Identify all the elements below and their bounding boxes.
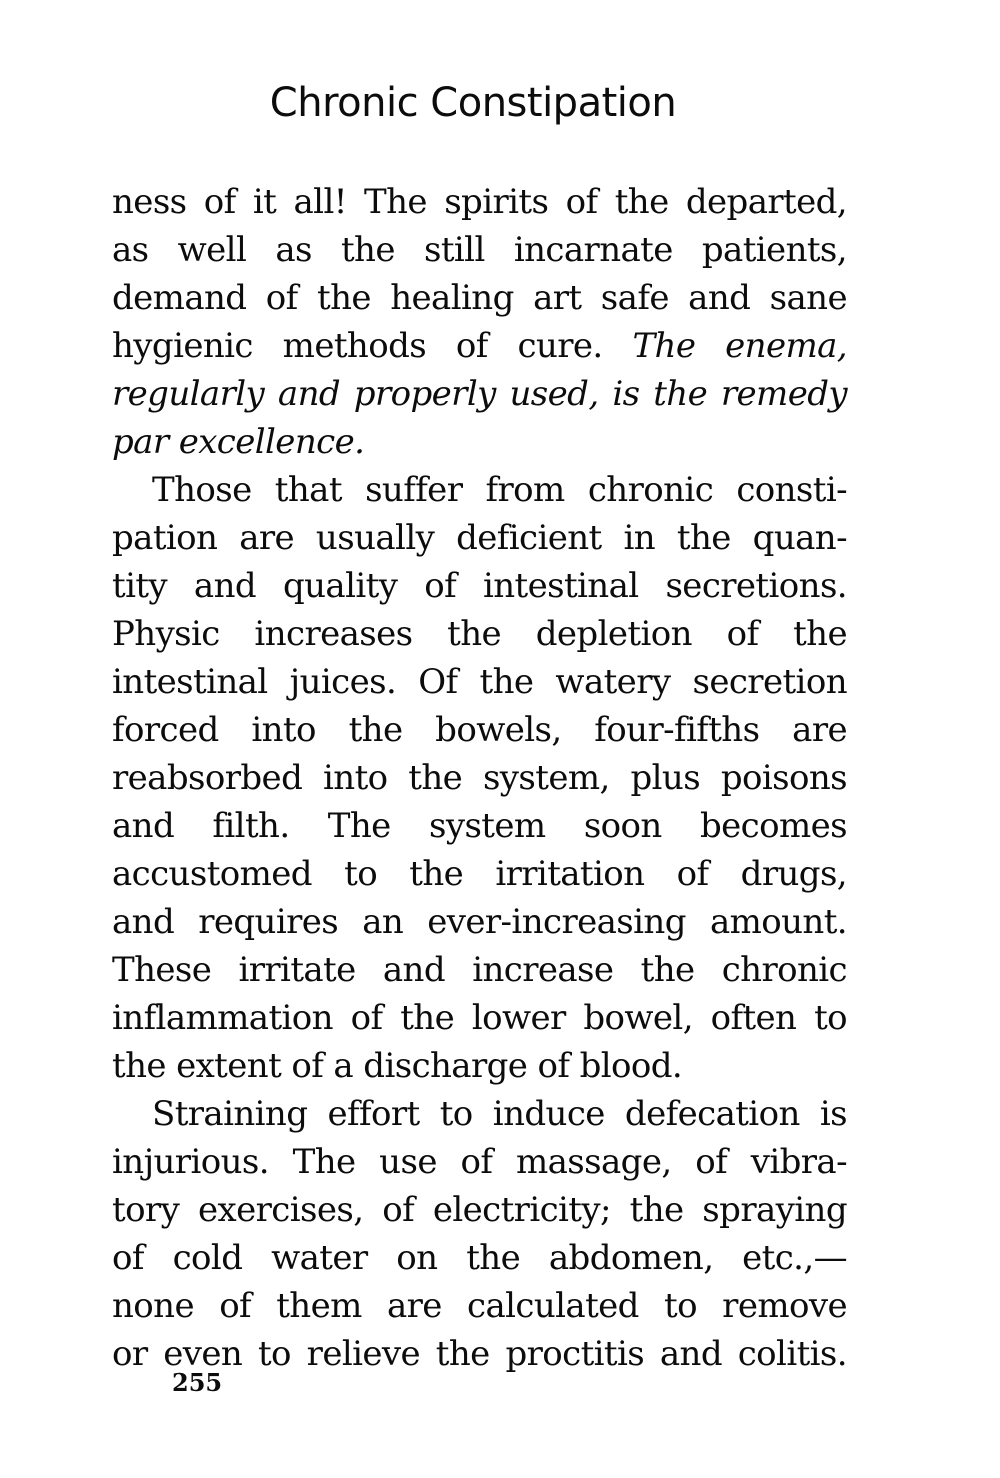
text-line: [112, 226, 847, 274]
text-line: [112, 946, 847, 994]
text-line: [112, 610, 847, 658]
text-line: [112, 274, 847, 322]
body-text: [112, 178, 847, 1378]
text-segment: pation are usually deficient in the quan-: [112, 518, 847, 558]
text-line: [112, 1282, 847, 1330]
text-segment: and filth. The system soon becomes: [112, 806, 847, 846]
text-line: [112, 754, 847, 802]
text-line: [112, 1042, 847, 1090]
text-segment: and requires an ever-increasing amount.: [112, 902, 847, 942]
text-segment: tory exercises, of electricity; the spraying: [112, 1190, 847, 1230]
text-line: [112, 1186, 847, 1234]
text-line: [112, 514, 847, 562]
text-segment: Physic increases the depletion of the: [112, 614, 847, 654]
text-segment: or even to relieve the proctitis and colitis.: [112, 1334, 847, 1374]
text-segment: intestinal juices. Of the watery secretion: [112, 662, 847, 702]
text-segment: accustomed to the irritation of drugs,: [112, 854, 847, 894]
text-segment: Those that suffer from chronic consti-: [152, 470, 847, 510]
text-segment: demand of the healing art safe and sane: [112, 278, 847, 318]
text-segment: the extent of a discharge of blood.: [112, 1046, 683, 1086]
page-number: 255: [172, 1368, 223, 1397]
text-line: [112, 802, 847, 850]
text-line: [112, 418, 847, 466]
text-line: [112, 1138, 847, 1186]
text-line: [112, 658, 847, 706]
text-line: [112, 370, 847, 418]
text-line: [112, 322, 847, 370]
italic-text-segment: The enema,: [632, 326, 848, 366]
text-segment: forced into the bowels, four-fifths are: [112, 710, 847, 750]
text-segment: hygienic methods of cure.: [112, 326, 633, 366]
text-line: [112, 1090, 847, 1138]
text-segment: injurious. The use of massage, of vibra-: [112, 1142, 847, 1182]
text-segment: as well as the still incarnate patients,: [112, 230, 847, 270]
text-line: [112, 850, 847, 898]
text-line: [112, 1234, 847, 1282]
text-segment: ness of it all! The spirits of the departed,: [112, 182, 847, 222]
text-line: [112, 1330, 847, 1378]
text-line: [112, 994, 847, 1042]
text-line: [112, 466, 847, 514]
text-segment: These irritate and increase the chronic: [112, 950, 847, 990]
text-segment: Straining effort to induce defecation is: [152, 1094, 847, 1134]
text-line: [112, 562, 847, 610]
text-segment: reabsorbed into the system, plus poisons: [112, 758, 847, 798]
text-segment: of cold water on the abdomen, etc.,—: [112, 1238, 847, 1278]
italic-text-segment: par excellence.: [112, 422, 365, 462]
italic-text-segment: regularly and properly used, is the remedy: [112, 374, 847, 414]
text-segment: tity and quality of intestinal secretions.: [112, 566, 847, 606]
text-segment: inflammation of the lower bowel, often to: [112, 998, 847, 1038]
text-line: [112, 706, 847, 754]
running-head: Chronic Constipation: [269, 80, 677, 126]
text-line: [112, 178, 847, 226]
text-line: [112, 898, 847, 946]
text-segment: none of them are calculated to remove: [112, 1286, 847, 1326]
